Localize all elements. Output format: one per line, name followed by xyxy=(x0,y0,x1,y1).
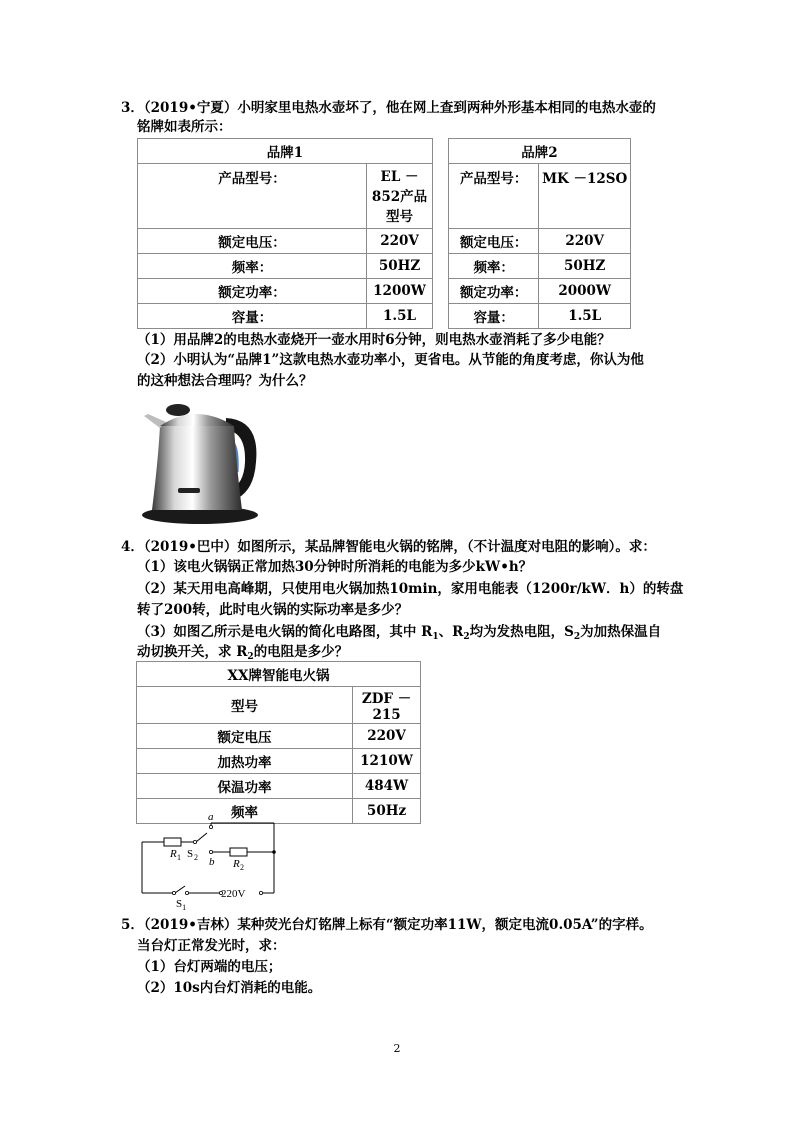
brand2-voltage-value: 220V xyxy=(539,229,631,254)
hotpot-freq-label: 频率 xyxy=(137,799,353,824)
brand2-voltage-label: 额定电压： xyxy=(449,229,539,254)
kettle-image xyxy=(138,392,263,527)
hotpot-freq-value: 50Hz xyxy=(353,799,421,824)
hotpot-heat-value: 1210W xyxy=(353,749,421,774)
q4-part1: （1）该电火锅锅正常加热30分钟时所消耗的电能为多少kW•h？ xyxy=(137,559,533,575)
hotpot-voltage-label: 额定电压 xyxy=(137,724,353,749)
label-s2: S xyxy=(187,848,194,860)
label-s1 xyxy=(176,898,186,912)
label-b: b xyxy=(209,856,215,868)
brand1-voltage-label: 额定电压： xyxy=(138,229,367,254)
hotpot-model-value: ZDF －215 xyxy=(353,687,421,724)
brand2-capacity-label: 容量： xyxy=(449,304,539,329)
brand2-capacity-value: 1.5L xyxy=(539,304,631,329)
q4-part2-cont: 转了200转，此时电火锅的实际功率是多少？ xyxy=(137,602,409,618)
circuit-diagram xyxy=(135,810,285,902)
q5-heading-cont: 当台灯正常发光时，求： xyxy=(137,938,286,954)
brand2-freq-label: 频率： xyxy=(449,254,539,279)
hotpot-model-label: 型号 xyxy=(137,687,353,724)
q4-part3-cont-b: 的电阻是多少？ xyxy=(253,644,349,660)
hotpot-keep-value: 484W xyxy=(353,774,421,799)
brand2-freq-value: 50HZ xyxy=(539,254,631,279)
brand1-table xyxy=(137,138,433,329)
brand2-power-label: 额定功率： xyxy=(449,279,539,304)
brand1-model-label: 产品型号： xyxy=(138,164,367,229)
q5-heading: 5．（2019•吉林）某种荧光台灯铭牌上标有“额定功率11W，额定电流0.05A”的字样。 xyxy=(121,917,653,933)
q4-part3-text-c: 均为发热电阻，S xyxy=(469,624,574,640)
q3-heading-cont: 铭牌如表所示： xyxy=(137,119,232,135)
r1-resistor xyxy=(164,838,181,846)
hotpot-voltage-value: 220V xyxy=(353,724,421,749)
brand2-table xyxy=(448,138,631,329)
brand1-freq-value: 50HZ xyxy=(367,254,433,279)
label-r1-sub: 1 xyxy=(177,853,181,862)
q5-part2: （2）10s内台灯消耗的电能。 xyxy=(137,980,322,996)
label-s1-sub: 1 xyxy=(182,903,187,912)
brand1-power-label: 额定功率： xyxy=(138,279,367,304)
label-r2-sub: 2 xyxy=(240,863,244,872)
q3-heading: 3．（2019•宁夏）小明家里电热水壶坏了，他在网上查到两种外形基本相同的电热水壶的 xyxy=(121,100,656,116)
brand1-power-value: 1200W xyxy=(367,279,433,304)
q4-part3-text-b: 、R xyxy=(438,624,464,640)
brand1-model-value: EL －852产品型号 xyxy=(367,164,433,229)
q4-part3-sub-r1: 1 xyxy=(432,632,439,642)
brand1-freq-label: 频率： xyxy=(138,254,367,279)
q5-part1: （1）台灯两端的电压； xyxy=(137,959,282,975)
label-a: a xyxy=(208,811,214,823)
brand2-power-value: 2000W xyxy=(539,279,631,304)
r2-resistor xyxy=(230,848,247,856)
brand1-capacity-label: 容量： xyxy=(138,304,367,329)
label-s1-letter: S xyxy=(176,898,183,910)
label-r2: R xyxy=(233,858,240,870)
brand2-model-value: MK －12SO xyxy=(539,164,631,229)
q4-part3-text-a: （3）如图乙所示是电火锅的简化电路图，其中 R xyxy=(137,624,433,640)
hotpot-keep-label: 保温功率 xyxy=(137,774,353,799)
q3-part2-cont: 的这种想法合理吗？为什么？ xyxy=(137,373,313,389)
q3-part1: （1）用品牌2的电热水壶烧开一壶水用时6分钟，则电热水壶消耗了多少电能？ xyxy=(137,332,611,348)
brand2-title: 品牌2 xyxy=(449,139,631,164)
hotpot-heat-label: 加热功率 xyxy=(137,749,353,774)
brand1-title: 品牌1 xyxy=(138,139,433,164)
q4-part3-cont-sub: 2 xyxy=(247,652,254,662)
q4-heading: 4．（2019•巴中）如图所示，某品牌智能电火锅的铭牌，（不计温度对电阻的影响）。求： xyxy=(121,539,656,555)
q4-part2: （2）某天用电高峰期，只使用电火锅加热10min，家用电能表（1200r/kW．h）的转盘 xyxy=(137,581,684,597)
q4-part3-text-d: 为加热保温自 xyxy=(580,624,662,640)
hotpot-table xyxy=(136,661,421,824)
label-r1: R xyxy=(170,848,177,860)
q4-part3-sub-s2: 2 xyxy=(573,632,581,642)
brand1-capacity-value: 1.5L xyxy=(367,304,433,329)
hotpot-title: XX牌智能电火锅 xyxy=(137,662,421,687)
q4-part3-sub-r2: 2 xyxy=(463,632,470,642)
label-voltage: 220V xyxy=(221,888,246,900)
q3-part2: （2）小明认为“品牌1”这款电热水壶功率小，更省电。从节能的角度考虑，你认为他 xyxy=(137,352,644,368)
label-s2-sub: 2 xyxy=(194,853,198,862)
page-number: 2 xyxy=(393,1042,401,1055)
brand2-model-label: 产品型号： xyxy=(449,164,539,229)
brand1-voltage-value: 220V xyxy=(367,229,433,254)
q4-part3-cont-a: 动切换开关，求 R xyxy=(137,644,248,660)
